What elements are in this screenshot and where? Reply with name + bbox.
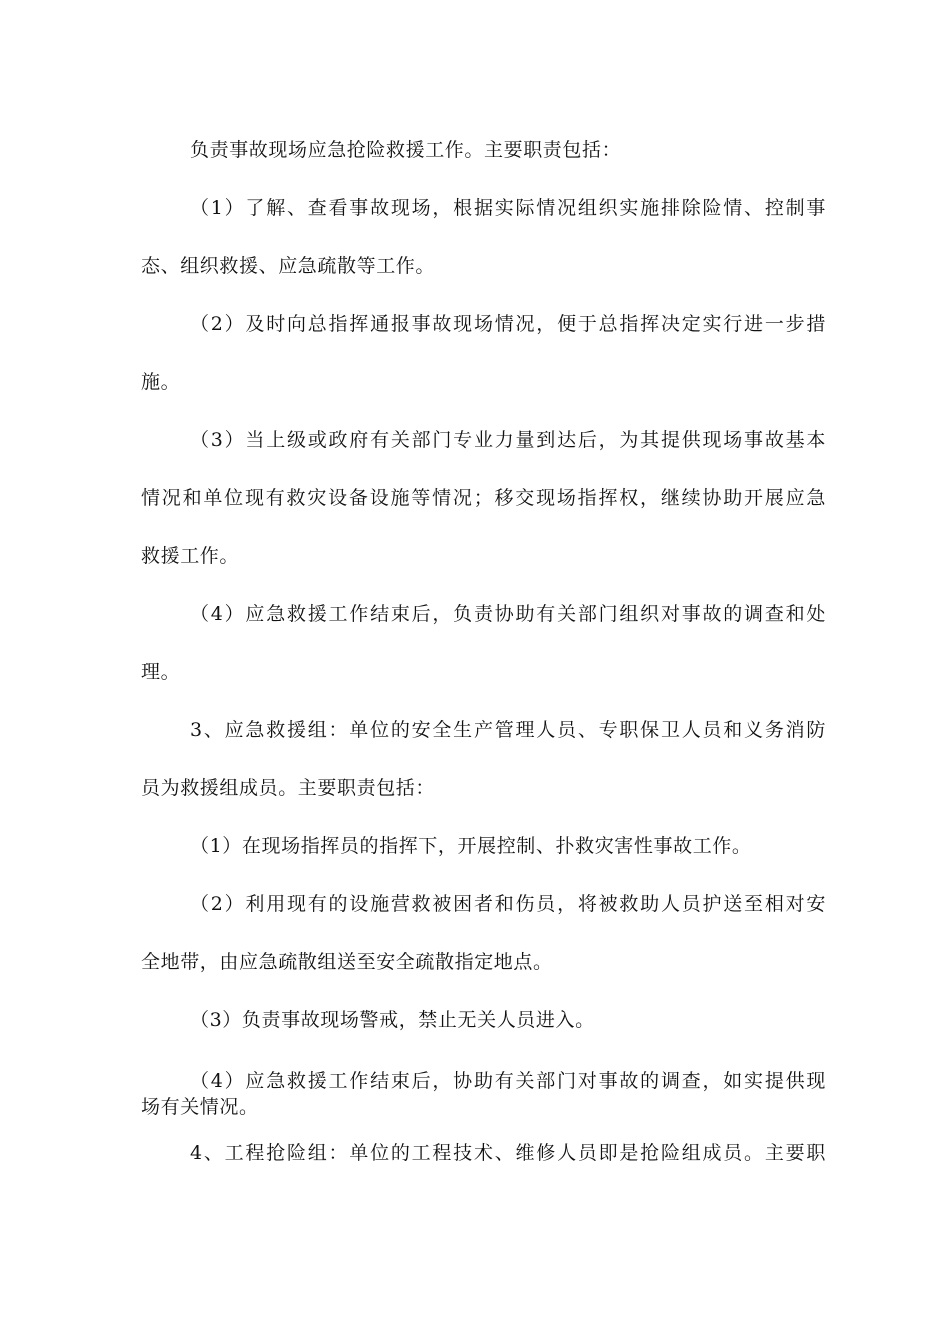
text-line: 情况和单位现有救灾设备设施等情况；移交现场指挥权，继续协助开展应急 — [141, 487, 826, 509]
text-line: （3）当上级或政府有关部门专业力量到达后，为其提供现场事故基本 — [190, 429, 826, 451]
text-line: 态、组织救援、应急疏散等工作。 — [141, 255, 436, 277]
text-line: （3）负责事故现场警戒，禁止无关人员进入。 — [190, 1009, 595, 1031]
text-line: （2）及时向总指挥通报事故现场情况，便于总指挥决定实行进一步措 — [190, 313, 826, 335]
text-line: （2）利用现有的设施营救被困者和伤员，将被救助人员护送至相对安 — [190, 893, 826, 915]
text-line: 全地带，由应急疏散组送至安全疏散指定地点。 — [141, 951, 553, 973]
text-line: （1）了解、查看事故现场，根据实际情况组织实施排除险情、控制事 — [190, 197, 826, 219]
text-line: 员为救援组成员。主要职责包括： — [141, 777, 436, 799]
text-line: 3、应急救援组：单位的安全生产管理人员、专职保卫人员和义务消防 — [190, 719, 826, 741]
text-line: 救援工作。 — [141, 545, 240, 567]
text-line: 场有关情况。 — [141, 1096, 259, 1118]
text-line: （4）应急救援工作结束后，负责协助有关部门组织对事故的调查和处 — [190, 603, 826, 625]
text-line: （1）在现场指挥员的指挥下，开展控制、扑救灾害性事故工作。 — [190, 835, 752, 857]
text-line: 施。 — [141, 371, 181, 393]
text-line: （4）应急救援工作结束后，协助有关部门对事故的调查，如实提供现 — [190, 1070, 826, 1092]
text-line: 理。 — [141, 661, 181, 683]
text-line: 负责事故现场应急抢险救援工作。主要职责包括： — [190, 139, 622, 161]
text-line: 4、工程抢险组：单位的工程技术、维修人员即是抢险组成员。主要职 — [190, 1142, 826, 1164]
